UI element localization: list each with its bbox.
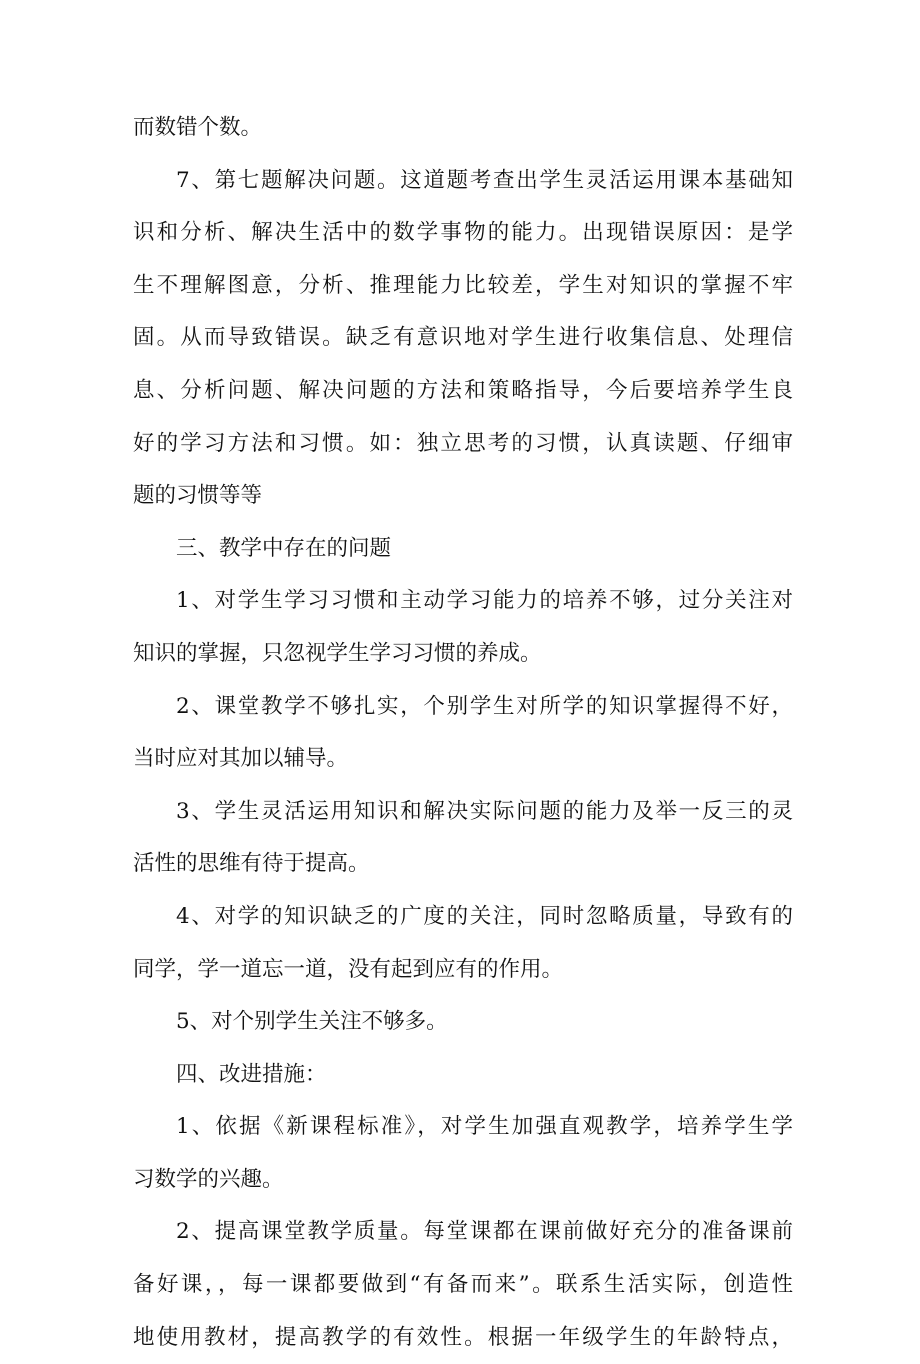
text-line: 2、课堂教学不够扎实，个别学生对所学的知识掌握得不好， xyxy=(176,693,793,719)
text-line: 识和分析、解决生活中的数学事物的能力。出现错误原因：是学 xyxy=(133,220,793,246)
text-line: 而数错个数。 xyxy=(133,115,263,140)
text-line: 三、教学中存在的问题 xyxy=(176,535,392,561)
text-line: 3、学生灵活运用知识和解决实际问题的能力及举一反三的灵 xyxy=(176,798,793,824)
text-line: 同学，学一道忘一道，没有起到应有的作用。 xyxy=(133,956,564,982)
text-line: 习数学的兴趣。 xyxy=(133,1166,284,1192)
text-line: 当时应对其加以辅导。 xyxy=(133,746,349,772)
text-line: 固。从而导致错误。缺乏有意识地对学生进行收集信息、处理信 xyxy=(133,325,793,351)
text-line: 4、对学的知识缺乏的广度的关注，同时忽略质量，导致有的 xyxy=(176,903,793,929)
text-line: 5、对个别学生关注不够多。 xyxy=(176,1009,448,1035)
text-line: 1、对学生学习习惯和主动学习能力的培养不够，过分关注对 xyxy=(176,588,793,614)
text-line: 知识的掌握，只忽视学生学习习惯的养成。 xyxy=(133,640,542,666)
text-line: 备好课，，每一课都要做到“有备而来”。联系生活实际，创造性 xyxy=(133,1272,793,1298)
text-line: 题的习惯等等 xyxy=(133,483,263,509)
text-line: 1、依据《新课程标准》，对学生加强直观教学，培养学生学 xyxy=(176,1114,793,1140)
document-page xyxy=(133,102,793,1364)
text-line: 2、提高课堂教学质量。每堂课都在课前做好充分的准备课前 xyxy=(176,1219,793,1245)
text-line: 好的学习方法和习惯。如：独立思考的习惯，认真读题、仔细审 xyxy=(133,430,793,456)
text-line: 7、第七题解决问题。这道题考查出学生灵活运用课本基础知 xyxy=(176,167,793,193)
text-line: 四、改进措施： xyxy=(176,1061,327,1087)
text-line: 息、分析问题、解决问题的方法和策略指导，今后要培养学生良 xyxy=(133,377,793,403)
text-line: 活性的思维有待于提高。 xyxy=(133,851,370,877)
text-line: 地使用教材，提高教学的有效性。根据一年级学生的年龄特点， xyxy=(133,1324,793,1350)
text-line: 生不理解图意，分析、推理能力比较差，学生对知识的掌握不牢 xyxy=(133,272,793,298)
